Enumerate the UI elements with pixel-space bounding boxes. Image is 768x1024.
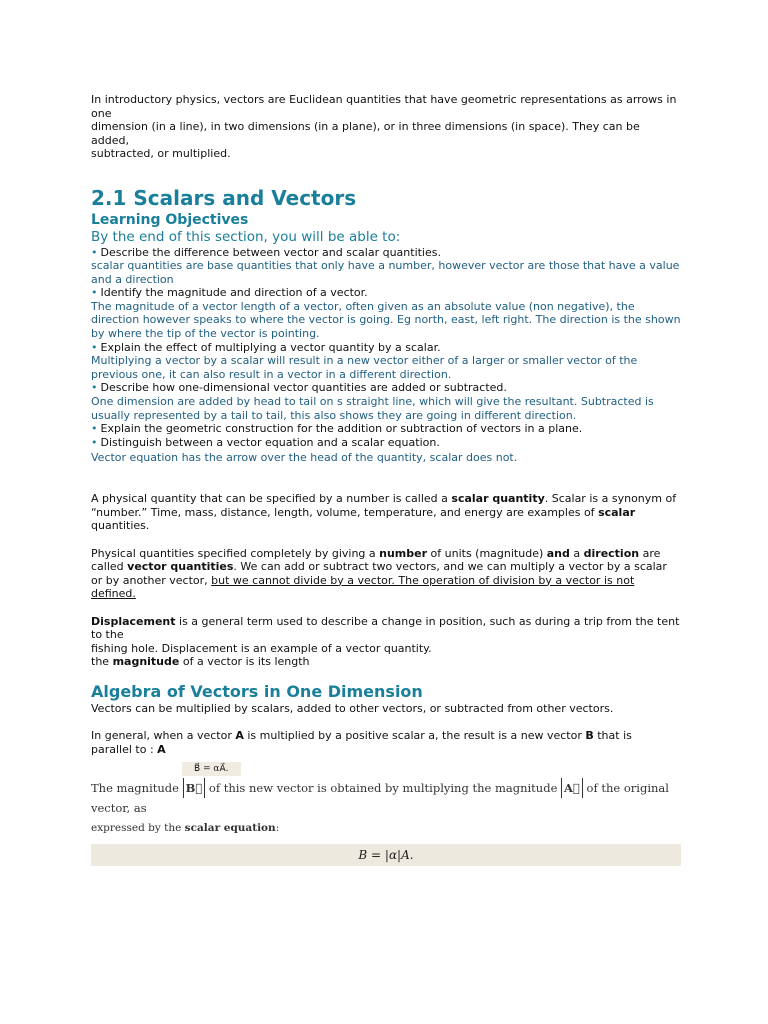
text-run: is multiplied by a positive scalar a, the result is a new vector	[243, 729, 586, 742]
text-line	[91, 615, 681, 642]
scalar-paragraph	[91, 492, 681, 533]
bold-term: B	[585, 729, 594, 742]
magnitude-text-cont	[91, 818, 681, 838]
answer-text: Multiplying a vector by a scalar will result in a new vector either of a larger or smaller vector of the previous one, it can also result in a vector in a different direction.	[91, 354, 638, 381]
intro-line: subtracted, or multiplied.	[91, 147, 231, 160]
text-run: quantities.	[91, 519, 150, 532]
text-run: is a general term used to describe a change in position, such as during a trip from the tent to the	[91, 614, 680, 641]
vector-paragraph	[91, 547, 681, 601]
text-run: . We can add or subtract two vectors, and we can multiply a vector by a scalar or by another vector,	[91, 560, 667, 587]
list-item	[91, 246, 681, 260]
text-run: are called	[91, 546, 661, 573]
list-item	[91, 286, 681, 300]
answer-text: Vector equation has the arrow over the head of the quantity, scalar does not.	[91, 451, 518, 465]
section-title: 2.1 Scalars and Vectors	[91, 185, 357, 210]
bold-term: direction	[583, 546, 640, 560]
text-run: expressed by the	[91, 822, 185, 834]
bold-term: and	[546, 546, 570, 560]
bullet-icon: •	[91, 286, 98, 300]
bullet-icon: •	[91, 381, 98, 395]
text-run: In general, when a vector	[91, 729, 236, 742]
bold-term: A	[235, 729, 244, 742]
algebra-heading: Algebra of Vectors in One Dimension	[91, 681, 423, 701]
text-run: . Scalar is a synonym of “number.” Time, mass, distance, length, volume, temperature, and energy are examples of	[91, 492, 677, 519]
magnitude-text	[91, 778, 681, 818]
text-run: Physical quantities specified completely by giving a	[91, 546, 380, 560]
objectives-list	[91, 246, 681, 466]
text-run: a	[569, 546, 584, 560]
list-item	[91, 422, 681, 436]
objective-text: Explain the geometric construction for the addition or subtraction of vectors in a plane.	[100, 422, 583, 436]
text-run: that is	[593, 729, 632, 742]
text-run: The magnitude	[91, 781, 183, 795]
bold-term: Displacement	[91, 614, 176, 628]
scalar-equation-box: B = |α|A.	[91, 844, 681, 866]
text-run: parallel to :	[91, 742, 158, 756]
bold-term: A	[157, 742, 166, 756]
answer-text: The magnitude of a vector length of a vector, often given as an absolute value (non negative), the direction however speaks to where the vector is going. Eg north, east, left right. The direction is the shown by where the tip of the vector is pointing.	[91, 299, 681, 341]
bold-term: vector quantities	[127, 560, 234, 573]
text-run: of a vector is its length	[179, 655, 310, 668]
answer-text: One dimension are added by head to tail on s straight line, which will give the resultant. Subtracted is usually represented by a tail to tail, this also shows they are going in different direction.	[91, 395, 654, 422]
bold-term: scalar equation	[184, 822, 276, 834]
objective-text: Explain the effect of multiplying a vector quantity by a scalar.	[100, 340, 441, 354]
answer-text: scalar quantities are base quantities that only have a number, however vector are those that have a value and a direction	[91, 259, 680, 286]
text-run: :	[275, 822, 280, 834]
intro-line: dimension (in a line), in two dimensions (in a plane), or in three dimensions (in space). They can be added,	[91, 120, 640, 147]
text-line	[91, 655, 681, 669]
objectives-intro: By the end of this section, you will be able to:	[91, 228, 401, 245]
bold-term: magnitude	[112, 655, 180, 668]
text-run: of this new vector is obtained by multiplying the magnitude	[205, 781, 562, 795]
magnitude-a: A⃗	[561, 778, 583, 798]
objectives-heading: Learning Objectives	[91, 211, 249, 228]
text-run: of units (magnitude)	[427, 546, 547, 560]
displacement-paragraph	[91, 615, 681, 669]
algebra-intro: Vectors can be multiplied by scalars, added to other vectors, or subtracted from other vectors.	[91, 701, 614, 715]
list-item	[91, 436, 681, 450]
intro-paragraph	[91, 93, 681, 161]
underlined-text: but we cannot divide by a vector. The operation of division by a vector is not defined.	[91, 573, 635, 600]
multiplication-paragraph-cont	[91, 743, 681, 757]
magnitude-b: B⃗	[183, 778, 206, 798]
bullet-icon: •	[91, 435, 98, 449]
bullet-icon: •	[91, 245, 98, 259]
text-run: of the original vector, as	[91, 781, 669, 815]
bullet-icon: •	[91, 422, 98, 436]
bold-term: number	[379, 546, 428, 560]
document-page	[91, 93, 681, 866]
bold-term: scalar	[598, 505, 636, 519]
text-line: fishing hole. Displacement is an example of a vector quantity.	[91, 641, 432, 655]
objective-text: Distinguish between a vector equation and a scalar equation.	[100, 435, 440, 449]
objective-text: Describe how one-dimensional vector quantities are added or subtracted.	[100, 381, 507, 395]
vector-equation-image: B⃗ = αA⃗.	[182, 762, 241, 776]
objective-text: Describe the difference between vector and scalar quantities.	[100, 245, 441, 259]
text-run: the	[91, 655, 113, 668]
list-item	[91, 381, 681, 395]
bold-term: scalar quantity	[451, 492, 545, 505]
multiplication-paragraph	[91, 729, 681, 743]
bullet-icon: •	[91, 340, 98, 354]
text-run: A physical quantity that can be specified by a number is called a	[91, 492, 452, 505]
objective-text: Identify the magnitude and direction of a vector.	[100, 286, 368, 300]
intro-line: In introductory physics, vectors are Euclidean quantities that have geometric representations as arrows in one	[91, 93, 677, 120]
list-item	[91, 341, 681, 355]
